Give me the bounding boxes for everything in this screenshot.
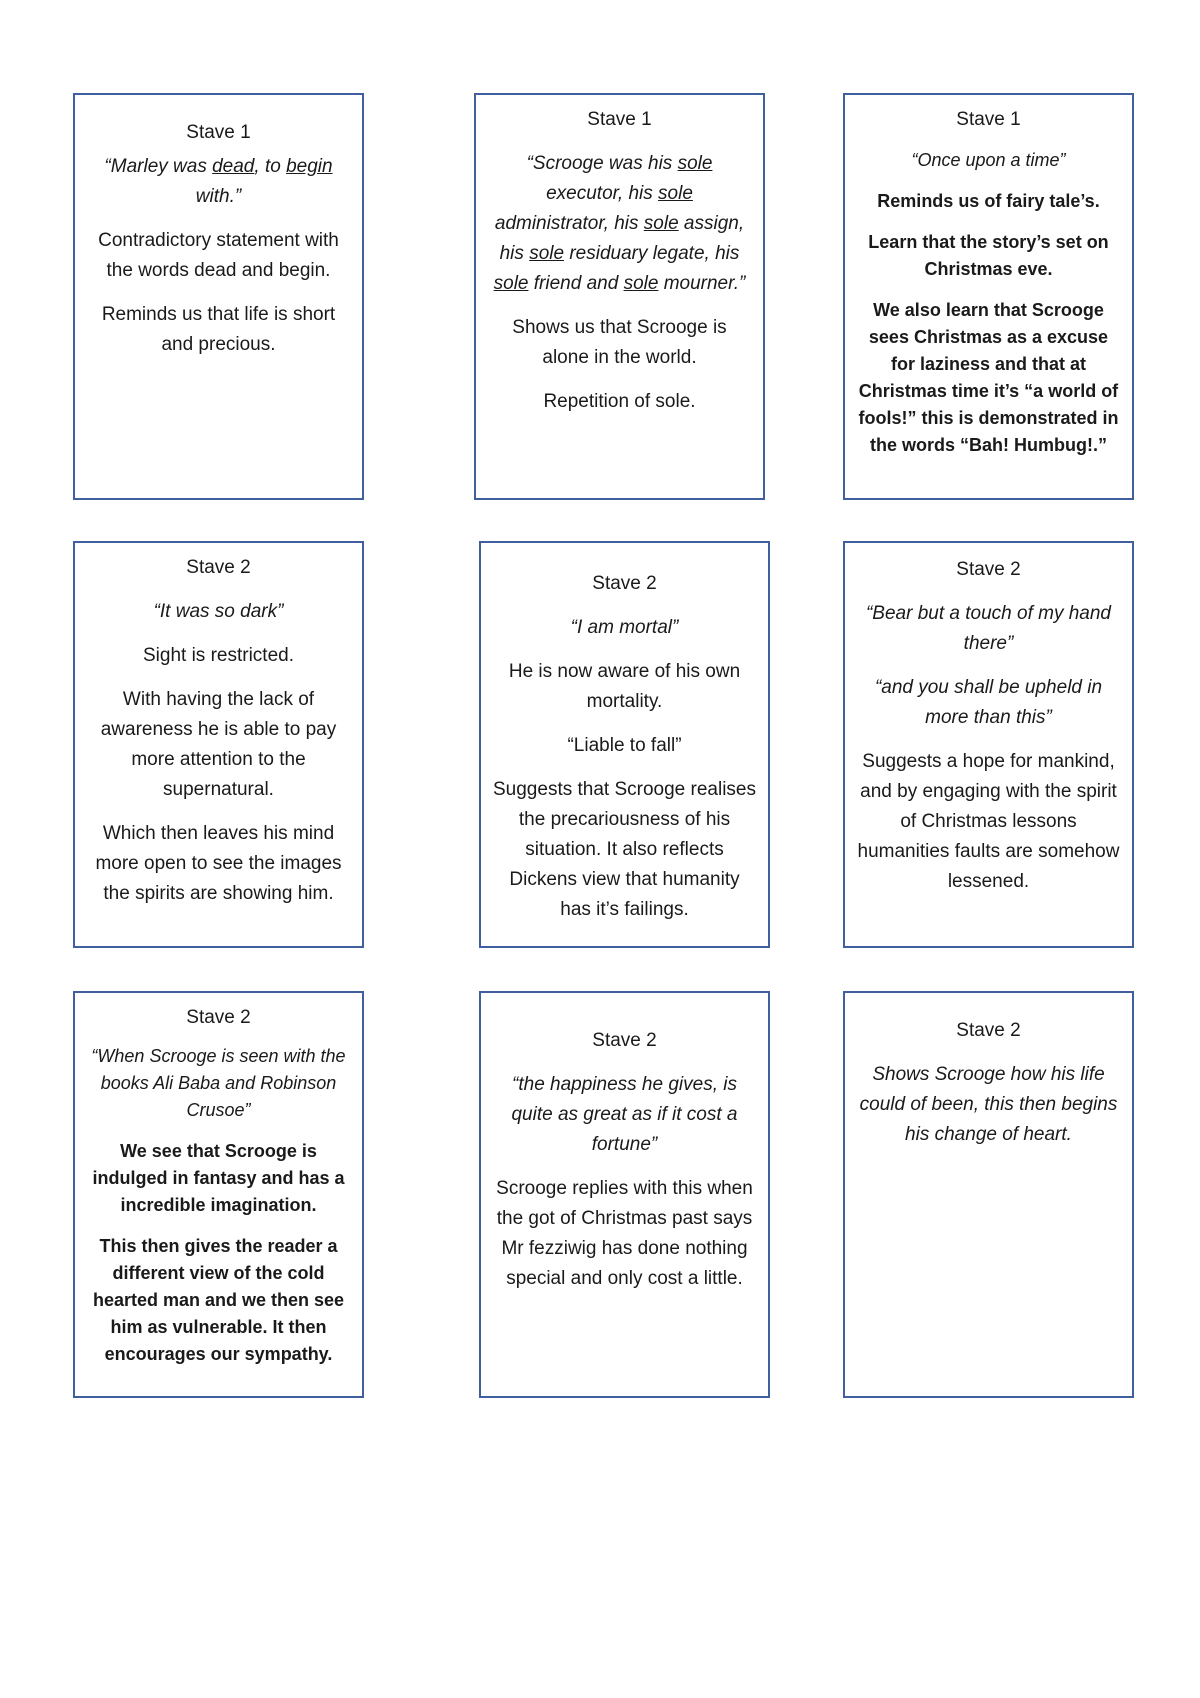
quote-part: “Scrooge was his bbox=[526, 153, 678, 174]
card-quote bbox=[87, 152, 350, 212]
quote-part: with.” bbox=[195, 186, 242, 207]
card-quote: Shows Scrooge how his life could of been, this then begins his change of heart. bbox=[859, 1064, 1118, 1145]
card-stave2-mortal bbox=[479, 541, 770, 948]
quote-underlined-word: sole bbox=[493, 273, 529, 294]
card-quote: “It was so dark” bbox=[153, 601, 284, 622]
card-heading: Stave 2 bbox=[956, 559, 1021, 580]
card-note: With having the lack of awareness he is able to pay more attention to the supernatural. bbox=[100, 689, 337, 800]
card-heading: Stave 1 bbox=[587, 109, 652, 130]
card-heading: Stave 1 bbox=[956, 109, 1021, 130]
card-note: He is now aware of his own mortality. bbox=[508, 661, 741, 712]
card-note: Reminds us of fairy tale’s. bbox=[877, 191, 1100, 211]
card-stave2-dark bbox=[73, 541, 364, 948]
card-note: Learn that the story’s set on Christmas eve. bbox=[868, 232, 1109, 279]
card-heading: Stave 2 bbox=[592, 1030, 657, 1051]
card-note: We see that Scrooge is indulged in fantasy and has a incredible imagination. bbox=[92, 1141, 345, 1215]
card-heading: Stave 2 bbox=[956, 1020, 1021, 1041]
quote-part: administrator, his bbox=[494, 213, 644, 234]
quote-part: “Marley was bbox=[104, 156, 213, 177]
card-note: Suggests that Scrooge realises the precariousness of his situation. It also reflects Dickens view that humanity has it’s failings. bbox=[493, 779, 756, 920]
quote-underlined-word: sole bbox=[529, 243, 565, 264]
card-note: We also learn that Scrooge sees Christmas as a excuse for laziness and that at Christmas time it’s “a world of fools!” this is demonstrated in the words “Bah! Humbug!.” bbox=[858, 300, 1119, 455]
card-note: Sight is restricted. bbox=[143, 645, 294, 666]
card-heading: Stave 2 bbox=[592, 573, 657, 594]
card-quote: “Once upon a time” bbox=[911, 150, 1066, 170]
card-note: Reminds us that life is short and precious. bbox=[101, 304, 336, 355]
card-heading: Stave 1 bbox=[186, 122, 251, 143]
card-note: “Liable to fall” bbox=[567, 735, 682, 756]
card-stave2-touch bbox=[843, 541, 1134, 948]
card-note: This then gives the reader a different view of the cold hearted man and we then see him as vulnerable. It then encourages our sympathy. bbox=[92, 1236, 345, 1364]
card-heading: Stave 2 bbox=[186, 557, 251, 578]
quote-part: executor, his bbox=[546, 183, 659, 204]
card-quote-secondary: “and you shall be upheld in more than this” bbox=[874, 677, 1103, 728]
quote-underlined-word: sole bbox=[623, 273, 659, 294]
quote-part: friend and bbox=[528, 273, 624, 294]
card-stave2-books bbox=[73, 991, 364, 1398]
card-note: Scrooge replies with this when the got of Christmas past says Mr fezziwig has done nothing special and only cost a little. bbox=[496, 1178, 753, 1289]
card-stave2-happiness bbox=[479, 991, 770, 1398]
card-quote: “Bear but a touch of my hand there” bbox=[865, 603, 1112, 654]
card-stave1-once-upon bbox=[843, 93, 1134, 500]
quote-underlined-word: begin bbox=[286, 156, 333, 177]
quote-underlined-word: dead bbox=[212, 156, 255, 177]
quote-underlined-word: sole bbox=[643, 213, 679, 234]
card-quote: “When Scrooge is seen with the books Ali Baba and Robinson Crusoe” bbox=[91, 1046, 346, 1120]
card-note: Repetition of sole. bbox=[543, 391, 696, 412]
quote-underlined-word: sole bbox=[658, 183, 693, 204]
quote-part: residuary legate, his bbox=[564, 243, 740, 264]
quote-part: , to bbox=[254, 156, 287, 177]
quote-part: mourner.” bbox=[658, 273, 746, 294]
quote-part: assign, his bbox=[499, 213, 745, 264]
card-stave1-sole bbox=[474, 93, 765, 500]
card-note: Contradictory statement with the words dead and begin. bbox=[98, 230, 339, 281]
card-quote bbox=[488, 149, 751, 299]
card-note: Suggests a hope for mankind, and by engaging with the spirit of Christmas lessons humanities faults are somehow lessened. bbox=[857, 751, 1120, 892]
card-stave2-change bbox=[843, 991, 1134, 1398]
quote-underlined-word: sole bbox=[677, 153, 713, 174]
card-note: Shows us that Scrooge is alone in the world. bbox=[512, 317, 727, 368]
card-quote: “I am mortal” bbox=[570, 617, 679, 638]
card-note: Which then leaves his mind more open to see the images the spirits are showing him. bbox=[95, 823, 342, 904]
card-quote: “the happiness he gives, is quite as great as if it cost a fortune” bbox=[511, 1074, 738, 1155]
card-heading: Stave 2 bbox=[186, 1007, 251, 1028]
card-stave1-marley bbox=[73, 93, 364, 500]
